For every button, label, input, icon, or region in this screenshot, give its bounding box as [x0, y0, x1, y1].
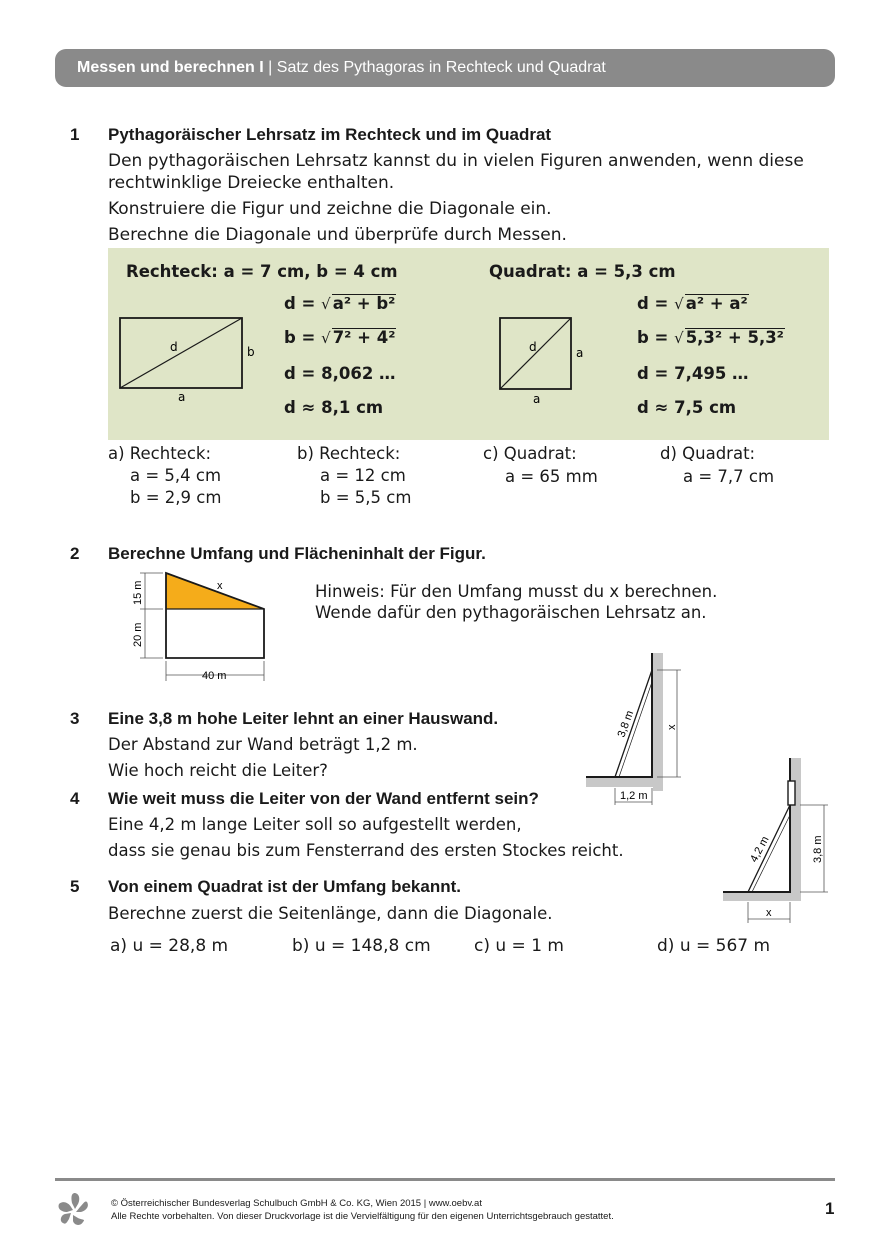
- task2-label-width: 40 m: [202, 670, 227, 682]
- oebv-logo-icon: [53, 1190, 93, 1230]
- task3-title: Eine 3,8 m hohe Leiter lehnt an einer Hauswand.: [108, 709, 499, 728]
- task1-title: Pythagoräischer Lehrsatz im Rechteck und im Quadrat: [108, 125, 552, 144]
- task4-figure: [720, 755, 835, 925]
- header-section: Messen und berechnen I: [77, 59, 264, 76]
- rect-figure: [115, 312, 265, 407]
- rect-formula-1: [284, 294, 396, 313]
- square-f2-radicand: 5,3² + 5,3²: [685, 328, 784, 347]
- task2-hint1: Hinweis: Für den Umfang musst du x berechnen.: [315, 582, 718, 601]
- task1-number: 1: [70, 125, 80, 144]
- task1-line1: Den pythagoräischen Lehrsatz kannst du in vielen Figuren anwenden, wenn diese: [108, 151, 804, 171]
- square-formula-4: d ≈ 7,5 cm: [637, 398, 737, 417]
- square-formula-1: [637, 294, 749, 313]
- rect-f2-radicand: 7² + 4²: [332, 328, 396, 347]
- task3-figure: [582, 650, 692, 805]
- task5-sub-d: d) u = 567 m: [657, 936, 771, 956]
- square-label-a-bottom: a: [533, 392, 541, 406]
- task2-hint2: Wende dafür den pythagoräischen Lehrsatz an.: [315, 603, 707, 622]
- task1-sub-b-v2: b = 5,5 cm: [320, 488, 412, 507]
- sqrt-icon: √: [321, 295, 331, 313]
- task5-line1: Berechne zuerst die Seitenlänge, dann die Diagonale.: [108, 904, 553, 923]
- task5-sub-a: a) u = 28,8 m: [110, 936, 229, 956]
- task3-line2: Wie hoch reicht die Leiter?: [108, 761, 328, 780]
- square-formula-3: d = 7,495 …: [637, 364, 749, 383]
- task5-sub-b: b) u = 148,8 cm: [292, 936, 431, 956]
- task3-ground-shade: [586, 777, 663, 787]
- task4-wall-shade: [791, 758, 801, 901]
- page-header: [55, 49, 835, 87]
- task5-sub-c: c) u = 1 m: [474, 936, 564, 956]
- task3-label-dist: 1,2 m: [620, 790, 648, 802]
- task1-sub-a-v1: a = 5,4 cm: [130, 466, 222, 485]
- task1-sub-d-label: d) Quadrat:: [660, 444, 756, 463]
- task4-window: [788, 781, 795, 805]
- task3-label-ladder: 3,8 m: [615, 709, 637, 740]
- task4-number: 4: [70, 789, 80, 808]
- page-number: 1: [825, 1199, 835, 1218]
- task2-label-h1: 15 m: [132, 580, 144, 605]
- task4-line1: Eine 4,2 m lange Leiter soll so aufgestellt werden,: [108, 815, 522, 834]
- task1-sub-a-v2: b = 2,9 cm: [130, 488, 222, 507]
- task3-wall-ground: [586, 653, 652, 777]
- task5-number: 5: [70, 877, 80, 896]
- task4-label-ladder: 4,2 m: [748, 834, 772, 865]
- square-label-d: d: [529, 340, 537, 354]
- task2-title: Berechne Umfang und Flächeninhalt der Figur.: [108, 544, 486, 563]
- square-f1-pre: d =: [637, 294, 675, 313]
- header-separator: |: [263, 59, 277, 76]
- sqrt-icon: √: [674, 295, 684, 313]
- rect-heading: Rechteck: a = 7 cm, b = 4 cm: [126, 262, 398, 281]
- task1-sub-b-label: b) Rechteck:: [297, 444, 401, 463]
- task5-title: Von einem Quadrat ist der Umfang bekannt.: [108, 877, 461, 896]
- task1-line3: Konstruiere die Figur und zeichne die Diagonale ein.: [108, 199, 552, 219]
- header-topic: Satz des Pythagoras in Rechteck und Quadrat: [276, 59, 606, 76]
- task1-sub-d-v1: a = 7,7 cm: [683, 467, 775, 486]
- square-f1-radicand: a² + a²: [685, 294, 748, 313]
- task2-label-h2: 20 m: [132, 622, 144, 647]
- task1-sub-c-label: c) Quadrat:: [483, 444, 577, 463]
- footer-rights: Alle Rechte vorbehalten. Von dieser Druckvorlage ist die Vervielfältigung für den eigenen Unterrichtsgebrauch gestattet.: [111, 1211, 614, 1222]
- rect-label-d: d: [170, 340, 178, 354]
- rect-formula-3: d = 8,062 …: [284, 364, 396, 383]
- task2-figure: [125, 565, 285, 690]
- task4-title: Wie weit muss die Leiter von der Wand entfernt sein?: [108, 789, 539, 808]
- task4-ground-shade: [723, 892, 801, 901]
- task3-line1: Der Abstand zur Wand beträgt 1,2 m.: [108, 735, 418, 754]
- task3-number: 3: [70, 709, 80, 728]
- task1-line2: rechtwinklige Dreiecke enthalten.: [108, 173, 395, 193]
- task1-sub-c-v1: a = 65 mm: [505, 467, 598, 486]
- rect-f2-pre: b =: [284, 328, 322, 347]
- square-label-a-side: a: [576, 346, 584, 360]
- rect-f1-radicand: a² + b²: [332, 294, 396, 313]
- task2-number: 2: [70, 544, 80, 563]
- rect-formula-2: [284, 328, 396, 347]
- square-heading: Quadrat: a = 5,3 cm: [489, 262, 676, 281]
- square-formula-2: [637, 328, 785, 347]
- rect-formula-4: d ≈ 8,1 cm: [284, 398, 384, 417]
- sqrt-icon: √: [674, 329, 684, 347]
- task1-line4: Berechne die Diagonale und überprüfe durch Messen.: [108, 225, 567, 245]
- task4-label-height: 3,8 m: [812, 835, 824, 863]
- task3-label-x: x: [666, 724, 678, 730]
- task2-label-x: x: [217, 580, 223, 592]
- task1-sub-b-v1: a = 12 cm: [320, 466, 406, 485]
- task1-sub-a-label: a) Rechteck:: [108, 444, 212, 463]
- rect-diagonal: [120, 318, 242, 388]
- footer-rule: [55, 1178, 835, 1181]
- square-f2-pre: b =: [637, 328, 675, 347]
- rect-label-b: b: [247, 345, 255, 359]
- task3-wall-shade: [653, 653, 663, 791]
- task4-label-x: x: [766, 907, 772, 919]
- sqrt-icon: √: [321, 329, 331, 347]
- rect-f1-pre: d =: [284, 294, 322, 313]
- footer-copyright: © Österreichischer Bundesverlag Schulbuch GmbH & Co. KG, Wien 2015 | www.oebv.at: [111, 1198, 482, 1209]
- task4-line2: dass sie genau bis zum Fensterrand des ersten Stockes reicht.: [108, 841, 624, 860]
- square-figure: [495, 312, 595, 407]
- rect-label-a: a: [178, 390, 186, 404]
